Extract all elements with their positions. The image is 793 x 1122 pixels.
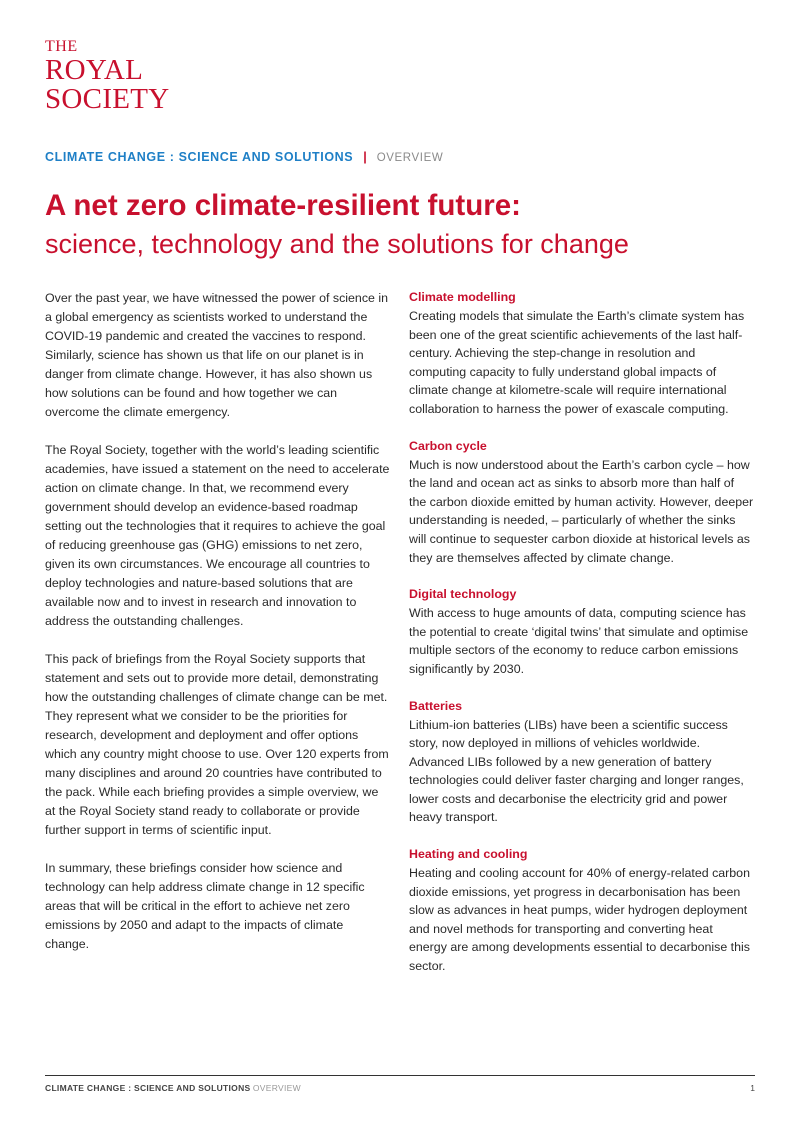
topic-heading: Climate modelling — [409, 290, 516, 304]
royal-society-logo — [45, 38, 170, 114]
page-number: 1 — [750, 1083, 755, 1093]
topics-column — [409, 288, 754, 994]
topic-body: Creating models that simulate the Earth’s climate system has been one of the great scientific achievements of the last half-century. Achieving the step-change in resolution and computing capacity to fully understand global impacts of climate change at kilometre-scale will require international collaboration to harness the power of exascale computing. — [409, 309, 745, 416]
footer-divider — [45, 1075, 755, 1076]
topic-climate-modelling — [409, 288, 754, 419]
document-header — [45, 150, 443, 164]
logo-line-society: SOCIETY — [45, 83, 170, 115]
intro-paragraph: In summary, these briefings consider how science and technology can help address climate change in 12 specific areas that will be critical in the effort to achieve net zero emissions by 2050 and adapt to the impacts of climate change. — [45, 861, 365, 951]
footer-series: CLIMATE CHANGE : SCIENCE AND SOLUTIONS — [45, 1083, 251, 1093]
footer-label — [45, 1083, 301, 1093]
topic-heading: Carbon cycle — [409, 438, 487, 453]
topic-body: Much is now understood about the Earth’s carbon cycle – how the land and ocean act as sinks to absorb more than half of the carbon dioxide emitted by human activity. However, deeper understanding is needed, – particularly of whether the sinks will continue to sequester carbon dioxide at historical levels as they are themselves affected by climate change. — [409, 457, 754, 565]
intro-paragraph: This pack of briefings from the Royal Society supports that statement and sets out to provide more detail, demonstrating how the outstanding challenges of climate change can be met. They represent what we consider to be the priorities for research, development and deployment and offer options which any country might choose to use. Over 120 experts from many disciplines and around 20 countries have contributed to the pack. While each briefing provides a simple overview, we at the Royal Society stand ready to collaborate or provide further support in terms of scientific input. — [45, 652, 389, 837]
topic-carbon-cycle — [409, 437, 754, 568]
page-title: A net zero climate-resilient future: — [45, 189, 521, 222]
topic-digital-technology — [409, 585, 754, 678]
topic-body: Lithium-ion batteries (LIBs) have been a scientific success story, now deployed in millions of vehicles worldwide. Advanced LIBs followed by a new generation of battery technologies could deliver faster charging and longer ranges, lower costs and decarbonise the electricity grid and power heavy transport. — [409, 717, 744, 825]
logo-line-the: THE — [45, 38, 78, 55]
header-separator: | — [363, 150, 367, 164]
intro-paragraph: The Royal Society, together with the world’s leading scientific academies, have issued a statement on the need to accelerate action on climate change. In that, we recommend every government should develop an evidence-based roadmap setting out the technologies that it requires to achieve the goal of reducing greenhouse gas (GHG) emissions to net zero, given its own circumstances. We encourage all countries to deploy technologies and nature-based solutions that are available now and to invest in research and innovation to address the outstanding challenges. — [45, 443, 390, 628]
footer-section: OVERVIEW — [252, 1083, 301, 1093]
topic-heading: Heating and cooling — [409, 847, 528, 862]
topic-body: With access to huge amounts of data, computing science has the potential to create ‘digital twins’ that simulate and optimise multiple sectors of the economy to reduce carbon emissions significantly by 2030. — [409, 606, 749, 676]
intro-column — [45, 289, 390, 973]
topic-heading: Batteries — [409, 698, 463, 713]
header-section: OVERVIEW — [376, 152, 444, 164]
page-subtitle: science, technology and the solutions for change — [45, 229, 629, 259]
topic-heating-and-cooling — [409, 845, 754, 976]
topic-batteries — [409, 697, 754, 828]
header-series: CLIMATE CHANGE : SCIENCE AND SOLUTIONS — [45, 150, 354, 164]
logo-line-royal: ROYAL — [45, 54, 144, 86]
intro-paragraph: Over the past year, we have witnessed the power of science in a global emergency as scientists worked to understand the COVID-19 pandemic and created the vaccines to respond. Similarly, science has shown us that life on our planet is in danger from climate change. However, it has also shown us how solutions can be found and how together we can overcome the climate emergency. — [45, 291, 388, 419]
topic-heading: Digital technology — [409, 587, 517, 602]
topic-body: Heating and cooling account for 40% of energy-related carbon dioxide emissions, yet progress in decarbonisation has been slow as advances in heat pumps, wider hydrogen deployment and novel methods for transporting and converting heat energy are among developments essential to decarbonise this sector. — [409, 866, 750, 974]
